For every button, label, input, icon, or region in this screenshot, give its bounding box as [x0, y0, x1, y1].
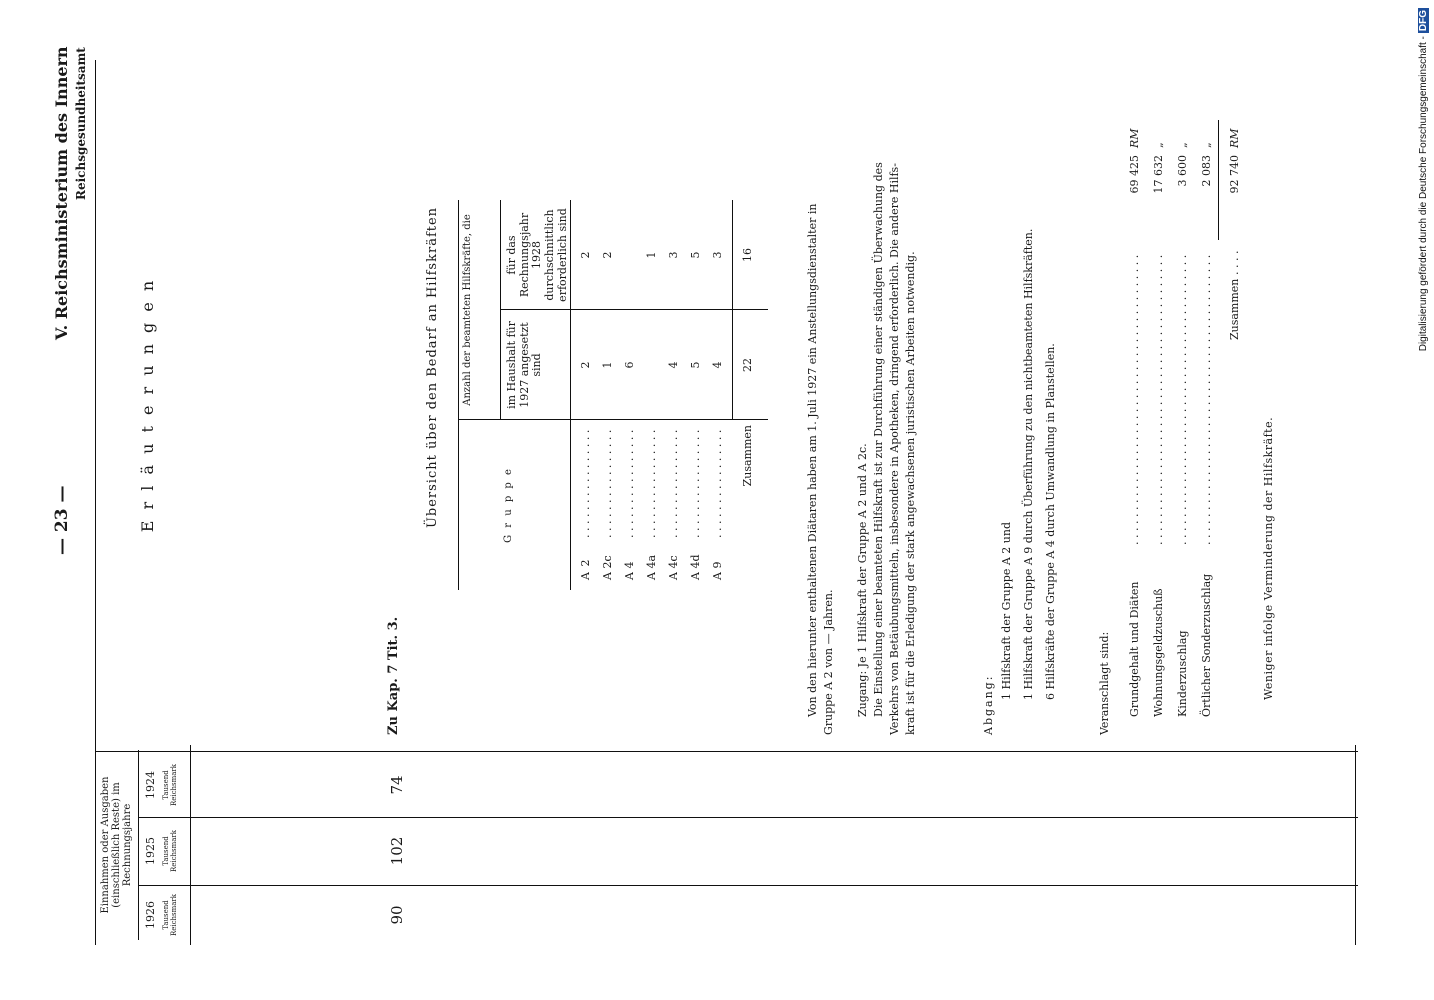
top-rule — [95, 60, 96, 945]
year-1925: 1925 — [144, 837, 157, 865]
unit-1924: Tausend Reichsmark — [162, 763, 178, 807]
budget-unit: „ — [1152, 142, 1165, 148]
budget-value: 2 083 — [1200, 155, 1213, 187]
bottom-rule — [1355, 745, 1356, 945]
row-value-a: 1 — [601, 361, 614, 369]
para1-line1: Von den hierunter enthaltenen Diätaren haben am 1. Juli 1927 ein Anstellungsdienstalter in — [806, 203, 819, 717]
table-total-rule — [732, 200, 733, 420]
table-top-rule — [458, 200, 459, 590]
dfg-logo: DFG — [1418, 10, 1429, 32]
row-value-a: 6 — [623, 361, 636, 369]
value-1924: 74 — [388, 775, 406, 795]
row-group: A 2 — [579, 558, 592, 580]
col-main-header: Anzahl der beamteten Hilfskräfte, die — [462, 214, 473, 406]
budget-title: Veranschlagt sind: — [1098, 631, 1111, 735]
office-title: Reichsgesundheitsamt — [74, 47, 88, 200]
row-value-a: 4 — [667, 361, 680, 369]
abgang-item: 1 Hilfskraft der Gruppe A 2 und — [1000, 522, 1013, 700]
row-value-b: 1 — [645, 251, 658, 259]
budget-total-unit: RM — [1228, 128, 1241, 148]
row-value-b: 5 — [689, 251, 702, 259]
unit-1925: Tausend Reichsmark — [162, 829, 178, 873]
budget-dotleader: . . . . . . . . . . . . . . . . . . . . . . . . . . . . . . . . . . . . . . . . . . — [1152, 254, 1165, 545]
dfg-credit-text: Digitalisierung gefördert durch die Deutsche Forschungsgemeinschaft - — [1418, 36, 1429, 352]
budget-total-dots: . . . . — [1228, 250, 1241, 275]
row-value-b: 2 — [601, 251, 614, 259]
row-group: A 4 — [623, 561, 636, 580]
budget-label: Kinderzuschlag — [1176, 630, 1189, 717]
total-value-a: 22 — [741, 358, 754, 372]
row-dotleader: . . . . . . . . . . . . . . . . — [623, 429, 636, 538]
main-heading: E r l ä u t e r u n g e n — [138, 277, 157, 533]
budget-label: Örtlicher Sonderzuschlag — [1200, 573, 1213, 717]
row-dotleader: . . . . . . . . . . . . . . . . — [601, 429, 614, 538]
budget-dotleader: . . . . . . . . . . . . . . . . . . . . . . . . . . . . . . . . . . . . . . . . . . — [1128, 254, 1141, 545]
budget-label: Wohnungsgeldzuschuß — [1152, 588, 1165, 717]
dfg-credit — [1416, 8, 1432, 988]
left-header-rule — [190, 745, 191, 945]
closing-note: Weniger infolge Verminderung der Hilfskräfte. — [1262, 416, 1275, 700]
budget-value: 17 632 — [1152, 155, 1165, 194]
row-value-b: 3 — [711, 251, 724, 259]
row-dotleader: . . . . . . . . . . . . . . . . — [711, 429, 724, 538]
row-dotleader: . . . . . . . . . . . . . . . . — [645, 429, 658, 538]
row-value-a: 5 — [689, 361, 702, 369]
row-value-b: 2 — [579, 251, 592, 259]
zugang-line2: Die Einstellung einer beamteten Hilfskraft ist zur Durchführung einer ständigen Überwachung des — [872, 162, 885, 717]
value-1926: 90 — [388, 905, 406, 925]
section-reference: Zu Kap. 7 Tit. 3. — [386, 616, 401, 735]
zugang-line1: Zugang: Je 1 Hilfskraft der Gruppe A 2 und A 2c. — [856, 443, 869, 717]
budget-label: Grundgehalt und Diäten — [1128, 581, 1141, 717]
col-divider-1 — [138, 885, 1358, 886]
budget-dotleader: . . . . . . . . . . . . . . . . . . . . . . . . . . . . . . . . . . . . . . . . . . — [1176, 254, 1189, 545]
budget-value: 3 600 — [1176, 155, 1189, 187]
year-1926: 1926 — [144, 901, 157, 929]
row-value-a: 4 — [711, 361, 724, 369]
zugang-line4: kraft ist für die Erledigung der stark angewachsenen juristischen Arbeiten notwendig. — [904, 251, 917, 735]
abgang-item: 6 Hilfskräfte der Gruppe A 4 durch Umwandlung in Planstellen. — [1044, 343, 1057, 700]
col-group-header: G r u p p e — [503, 467, 514, 543]
budget-unit: „ — [1200, 142, 1213, 148]
total-value-b: 16 — [741, 248, 754, 262]
row-group: A 2c — [601, 555, 614, 580]
row-group: A 4d — [689, 554, 702, 580]
budget-total-label: Zusammen — [1228, 278, 1241, 340]
col-divider-2 — [138, 817, 1358, 818]
budget-value: 69 425 — [1128, 155, 1141, 194]
row-dotleader: . . . . . . . . . . . . . . . . — [689, 429, 702, 538]
budget-dotleader: . . . . . . . . . . . . . . . . . . . . . . . . . . . . . . . . . . . . . . . . . . — [1200, 254, 1213, 545]
row-group: A 4a — [645, 555, 658, 580]
value-1925: 102 — [388, 836, 406, 866]
budget-total-value: 92 740 — [1228, 155, 1241, 194]
abgang-item: 1 Hilfskraft der Gruppe A 9 durch Überführung zu den nichtbeamteten Hilfskräften. — [1022, 228, 1035, 700]
row-group: A 9 — [711, 561, 724, 580]
budget-total-rule — [1218, 120, 1219, 240]
row-dotleader: . . . . . . . . . . . . . . . . — [579, 429, 592, 538]
row-value-a: 2 — [579, 361, 592, 369]
zugang-line3: Verkehrs von Betäubungsmitteln, insbesondere in Apotheken, dringend erforderlich. Die andere Hilfs- — [888, 163, 901, 735]
col-a-header: im Haushalt für 1927 angesetzt sind — [505, 321, 544, 409]
total-label: Zusammen — [741, 425, 754, 487]
row-value-b: 3 — [667, 251, 680, 259]
dfg-credit-inner — [1416, 8, 1432, 988]
budget-unit: „ — [1176, 142, 1189, 148]
row-group: A 4c — [667, 555, 680, 580]
unit-1926: Tausend Reichsmark — [162, 893, 178, 937]
left-header-title: Einnahmen oder Ausgaben (einschließlich Reste) im Rechnungsjahre — [100, 776, 133, 914]
row-dotleader: . . . . . . . . . . . . . . . . — [667, 429, 680, 538]
para1-line2: Gruppe A 2 von — Jahren. — [822, 589, 835, 735]
ministry-title: V. Reichsministerium des Innern — [52, 46, 71, 340]
table-col-rule-2 — [500, 309, 768, 310]
col-b-header: für das Rechnungsjahr 1928 durchschnittlich erforderlich sind — [505, 208, 569, 302]
table-subheader-rule — [500, 200, 501, 420]
year-1924: 1924 — [144, 771, 157, 799]
table-title: Übersicht über den Bedarf an Hilfskräften — [425, 206, 440, 529]
table-header-rule — [570, 200, 571, 590]
left-header-subrule — [138, 750, 139, 940]
col-divider-3 — [95, 751, 1358, 752]
page-number: — 23 — — [52, 485, 72, 555]
abgang-title: Abgang: — [982, 674, 995, 735]
budget-unit: RM — [1128, 128, 1141, 148]
